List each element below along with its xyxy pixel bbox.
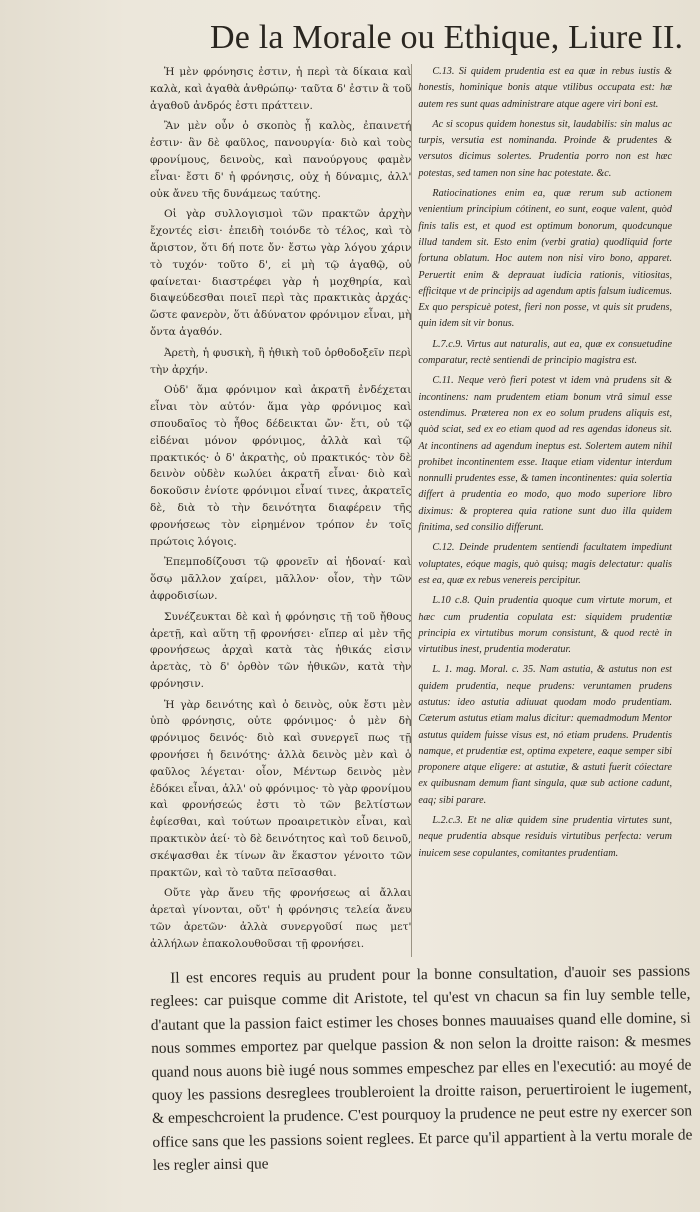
latin-paragraph: L.7.c.9. Virtus aut naturalis, aut ea, quæ ex consuetudine comparatur, rectè sentiendi de principio magistra est. <box>418 338 672 367</box>
latin-paragraph: C.13. Si quidem prudentia est ea quæ in rebus iustis & honestis, hominique bonis atque vtilibus occupata est: hæ autem res sunt quas administrare atque agere viri boni est. <box>418 66 672 110</box>
greek-column <box>150 64 411 957</box>
latin-paragraph: Ac si scopus quidem honestus sit, laudabilis: sin malus ac turpis, versutia est nominanda. Proinde & prudentes & versutos dicimus solertes. Prudentia porro non est hæc potestas, sed tamen non sine hac potestate. &c. <box>418 118 672 179</box>
greek-paragraph: Ἡ μὲν φρόνησις ἐστιν, ἡ περὶ τὰ δίκαια καὶ καλὰ, καὶ ἀγαθὰ ἀνθρώπῳ· ταῦτα δ' ἐστιν ἃ τοῦ ἀγαθοῦ ἀνδρός ἐστι πράττειν. <box>150 66 412 112</box>
latin-paragraph: L.10 c.8. Quin prudentia quoque cum virtute morum, et hæc cum prudentia copulata est: siquidem prudentiæ principia ex virtutibus morum consistunt, & quod rectè in virtutibus inest, prudentia moderatur. <box>418 595 672 656</box>
greek-paragraph: Ἐπεμποδίζουσι τῷ φρονεῖν αἱ ἡδοναί· καὶ ὅσῳ μᾶλλον χαίρει, μᾶλλον· οἷον, τὴν τῶν ἀφροδισίων. <box>150 556 412 602</box>
greek-paragraph: Οὔτε γὰρ ἄνευ τῆς φρονήσεως αἱ ἄλλαι ἀρεταὶ γίνονται, οὔτ' ἡ φρόνησις τελεία ἄνευ τῶν ἀρετῶν· ἀλλὰ συνεργοῦσί πως μετ' ἀλλήλων ἐπακολουθοῦσαι τῇ φρονήσει. <box>150 887 412 950</box>
greek-paragraph: Ἀρετὴ, ἡ φυσικὴ, ἢ ἠθικὴ τοῦ ὀρθοδοξεῖν περὶ τὴν ἀρχήν. <box>150 346 412 376</box>
latin-paragraph: C.12. Deinde prudentem sentiendi facultatem impediunt voluptates, eóque magis, quò quisq; magis delectatur: qualis est ea, quæ ex rebus venereis percipitur. <box>418 542 672 586</box>
latin-paragraph: Ratiocinationes enim ea, quæ rerum sub actionem venientium principium cótinent, eo sunt, eoque valent, quòd finis talis est, et quod est optimum bonorum, quodcunque illud tandem sit. Esto enim (verbi gratia) quodliquid forte fortuna oblatum. Hoc autem non nisi viro bono, apparet. Peruertit enim & deprauat iudicia rationis, vitiositas, efficitque vt de principijs ad agendum aptis falsum iudicemus. Ex quo perspicuè potest, fieri non posse, vt quis sit prudens, quin idem sit vir bonus. <box>418 188 672 330</box>
greek-paragraph: Οὐδ' ἅμα φρόνιμον καὶ ἀκρατῆ ἐνδέχεται εἶναι τὸν αὐτόν· ἅμα γὰρ φρόνιμος καὶ σπουδαῖος τὸ ἦθος δέδεικται ὤν· ἔτι, οὐ τῷ εἰδέναι μόνον φρόνιμος, ἀλλὰ καὶ τῷ πρακτικός· ὁ δ' ἀκρατὴς, οὐ πρακτικός· τὸν δὲ δεινὸν οὐδὲν κωλύει ἀκρατῆ εἶναι· διὸ καὶ δοκοῦσιν ἐνίοτε φρόνιμοι εἶναί τινες, ἀκρατεῖς δὲ, διὰ τὸ τὴν δεινότητα διαφέρειν τῆς φρονήσεως τὸν εἰρημένον τρόπον ἐν τοῖς πρώτοις λόγοις. <box>150 384 412 548</box>
greek-paragraph: Ἂν μὲν οὖν ὁ σκοπὸς ᾖ καλὸς, ἐπαινετή ἐστιν· ἂν δὲ φαῦλος, πανουργία· διὸ καὶ τοὺς φρονίμους, δεινοὺς, καὶ πανούργους φαμὲν εἶναι· ἔστι δ' ἡ φρόνησις, οὐχ ἡ δύναμις, ἀλλ' οὐκ ἄνευ τῆς δυνάμεως ταύτης. <box>150 120 412 200</box>
latin-paragraph: L.2.c.3. Et ne aliæ quidem sine prudentia virtutes sunt, neque prudentia absque residuis virtutibus perfecta: verum inuicem sese copulantes, comitantes prudentiam. <box>418 815 672 859</box>
greek-paragraph: Ἡ γὰρ δεινότης καὶ ὁ δεινὸς, οὐκ ἔστι μὲν ὑπὸ φρόνησις, οὐτε φρόνιμος· ὁ μὲν δὴ φρόνιμος δεινός· διὸ καὶ συνεργεῖ πως τῇ φρονήσει ἡ δεινότης· ἀλλὰ δεινὸς μὲν καὶ ὁ φαῦλος λέγεται· οἷον, Μέντωρ δεινὸς μὲν ἐδόκει εἶναι, ἀλλ' οὐ φρόνιμος· τὸ γὰρ φρονίμου καὶ φρονήσεώς ἐστι τὸ τῶν βελτίστων ἐφίεσθαι, καὶ τούτων προαιρετικὸν εἶναι, καὶ πρακτικὸν ἀεί· τὸ δὲ δεινότητος καὶ τοῦ δεινοῦ, σκέψασθαι ἐκ τίνων ἂν ἕκαστον γένοιτο τῶν πρακτῶν, καὶ τὸ ταῦτα πεῖσασθαι. <box>150 698 412 879</box>
latin-paragraph: L. 1. mag. Moral. c. 35. Nam astutia, & astutus non est quidem prudentia, neque prudens: veruntamen prudens astutus: ideo astutia adiuuat quodam modo prudentiam. Cæterum astutus etiam malus dicitur: quemadmodum Mentor astutus quidem fuisse visus est, nó etiam prudens. Prudentis namque, et prudentiæ est, optima expetere, eaque semper sibi proponere atque eligere: at astutiæ, & astuti fuerit cóiectare ex quibusnam demum fiant singula, quæ sub actione cadunt, eaq; sibi parare. <box>418 664 672 806</box>
latin-paragraph: C.11. Neque verò fieri potest vt idem vnà prudens sit & incontinens: nam prudentem etiam bonum vtrâ simul esse ostendimus. Præterea non ex eo solum prudens aliquis est, quòd sciat, sed ex eo etiam quod ad res agendas idoneus sit. At incontinens ad agendum ineptus est. Solertem autem nihil prohibet incontinentem esse. Itaque etiam videntur interdum nonnulli prudentes esse, & tamen incontinentes: quia solertia differt à prudentia eo modo, quo modo superiore libro diximus: & propterea quia ratione sunt duo illa quidem finitima, sed consilio differunt. <box>418 375 672 534</box>
greek-paragraph: Οἱ γὰρ συλλογισμοὶ τῶν πρακτῶν ἀρχὴν ἔχοντές εἰσι· ἐπειδὴ τοιόνδε τὸ τέλος, καὶ τὸ ἄριστον, ὅτι δή ποτε ὄν· ἔστω γὰρ λόγου χάριν τὸ τυχόν· τοῦτο δ', εἰ μὴ τῷ ἀγαθῷ, οὐ φαίνεται· διαστρέφει γὰρ ἡ μοχθηρία, καὶ διαψεύδεσθαι ποιεῖ περὶ τὰς πρακτικὰς ἀρχάς· ὥστε φανερὸν, ὅτι ἀδύνατον φρόνιμον εἶναι, μὴ ὄντα ἀγαθόν. <box>150 208 412 338</box>
running-header: De la Morale ou Ethique, Liure II. <box>210 19 684 56</box>
greek-paragraph: Συνέζευκται δὲ καὶ ἡ φρόνησις τῇ τοῦ ἤθους ἀρετῇ, καὶ αὕτη τῇ φρονήσει· εἴπερ αἱ μὲν τῆς φρονήσεως ἀρχαὶ κατὰ τὰς ἠθικάς εἰσιν ἀρετὰς, τὸ δ' ὀρθὸν τῶν ἠθικῶν, κατὰ τὴν φρόνησιν. <box>150 610 412 690</box>
french-paragraph: Il est encores requis au prudent pour la bonne consultation, d'auoir ses passions reglees: car puisque comme dit Aristote, tel qu'est vn chacun sa fin luy semble telle, d'autant que la passion faict estimer les choses bonnes mauuaises quand elle domine, si nous sommes emportez par quelque passion & non selon la droitte raison: & mesmes quand nous auons biè iugé nous sommes empeschez par elles en l'executió: au moyé de quoy les passions desreglees troubleroient la droitte raison, peruertiroient le iugement, & empeschcroient la prudence. C'est pourquoy la prudence ne peut estre ny exercer son office sans que les passions soient reglees. Et parce qu'il appartient à la vertu morale de les regler ainsi que <box>150 962 693 1174</box>
french-commentary <box>150 959 693 1177</box>
two-column-body <box>150 64 672 957</box>
latin-column <box>411 64 672 957</box>
